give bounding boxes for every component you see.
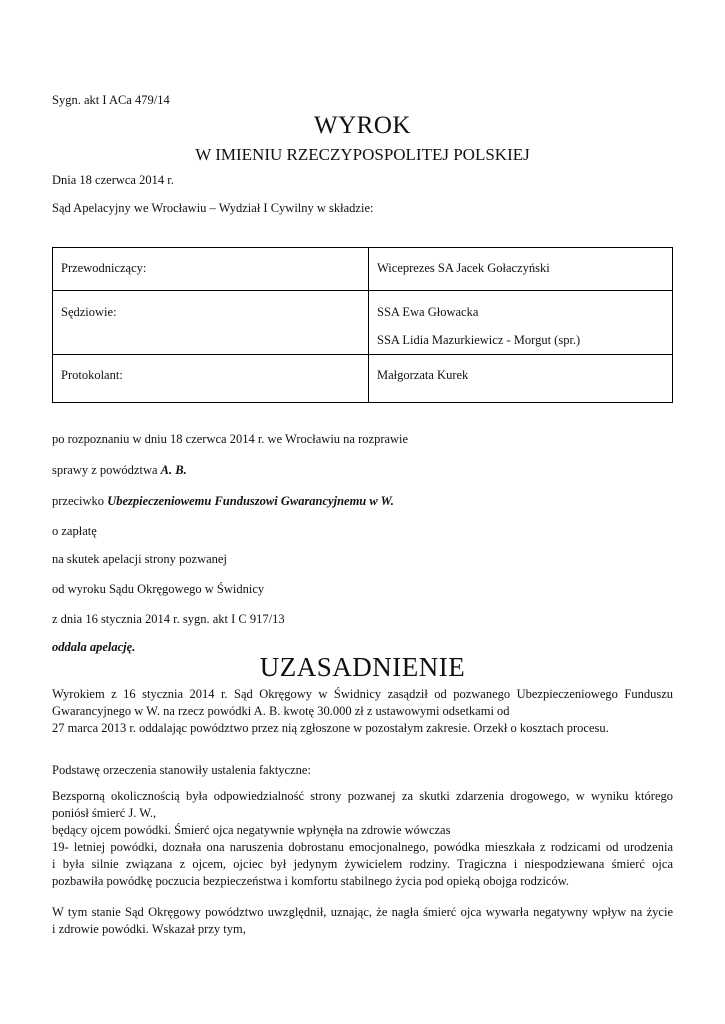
claim-subject: o zapłatę — [52, 524, 97, 538]
clerk-label: Protokolant: — [61, 368, 123, 382]
justification-paragraph-2 — [52, 762, 673, 779]
court-composition-table — [52, 247, 673, 403]
defendant-line — [52, 494, 394, 509]
paragraph-line: Podstawę orzeczenia stanowiły ustalenia faktyczne: — [52, 763, 311, 777]
paragraph-line: 19- letniej powódki, doznała ona naruszenia dobrostanu emocjonalnego, powódka mieszkała z rodzicami od urodzenia — [52, 840, 673, 854]
lower-judgment-line: z dnia 16 stycznia 2014 r. sygn. akt I C 917/13 — [52, 612, 285, 626]
justification-paragraph-1 — [52, 686, 673, 737]
table-row — [53, 355, 673, 403]
presiding-label: Przewodniczący: — [61, 261, 147, 275]
justification-paragraph-3 — [52, 788, 673, 890]
presiding-value-cell — [369, 248, 673, 291]
paragraph-line: Wyrokiem z 16 stycznia 2014 r. Sąd Okręgowy w Świdnicy zasądził od pozwanego Ubezpieczeniowego Funduszu — [52, 687, 673, 701]
ruling: oddala apelację. — [52, 640, 136, 654]
court-name: Sąd Apelacyjny we Wrocławiu – Wydział I Cywilny w składzie: — [52, 201, 374, 215]
justification-title: UZASADNIENIE — [259, 652, 466, 682]
table-row — [53, 248, 673, 291]
judge-2: SSA Lidia Mazurkiewicz - Morgut (spr.) — [377, 333, 581, 347]
clerk-name: Małgorzata Kurek — [377, 368, 469, 382]
paragraph-line: pozbawiła powódkę poczucia bezpieczeństwa i komfortu stabilnego życia pod opieką obojga rodziców. — [52, 874, 570, 888]
presiding-label-cell — [53, 248, 369, 291]
clerk-value-cell — [369, 355, 673, 403]
paragraph-line: Gwarancyjnego w W. na rzecz powódki A. B. kwotę 30.000 zł z ustawowymi odsetkami od — [52, 704, 510, 718]
appeal-line: na skutek apelacji strony pozwanej — [52, 552, 227, 566]
paragraph-line: 27 marca 2013 r. oddalając powództwo przez nią zgłoszone w pozostałym zakresie. Orzekł o kosztach procesu. — [52, 721, 609, 735]
plaintiff-prefix: sprawy z powództwa — [52, 463, 161, 477]
clerk-label-cell — [53, 355, 369, 403]
plaintiff-name: A. B. — [160, 463, 187, 477]
judges-label-cell — [53, 291, 369, 355]
table-row — [53, 291, 673, 355]
paragraph-line: Bezsporną okolicznością była odpowiedzialność strony pozwanej za skutki zdarzenia drogowego, w wyniku którego — [52, 789, 673, 803]
judgment-title: WYROK — [314, 112, 411, 139]
paragraph-line: W tym stanie Sąd Okręgowy powództwo uwzględnił, uznając, że nagła śmierć ojca wywarła negatywny wpływ na życie — [52, 905, 673, 919]
defendant-prefix: przeciwko — [52, 494, 108, 508]
paragraph-line: poniósł śmierć J. W., — [52, 806, 157, 820]
defendant-name: Ubezpieczeniowemu Funduszowi Gwarancyjnemu w W. — [107, 494, 394, 508]
judges-label: Sędziowie: — [61, 305, 117, 319]
judge-1: SSA Ewa Głowacka — [377, 305, 479, 319]
case-signature: Sygn. akt I ACa 479/14 — [52, 93, 170, 107]
proceedings-line: po rozpoznaniu w dniu 18 czerwca 2014 r. we Wrocławiu na rozprawie — [52, 432, 409, 446]
paragraph-line: i była silnie związana z ojcem, ojciec był jedynym żywicielem rodziny. Tragiczna i niespodziewana śmierć ojca — [52, 857, 673, 871]
paragraph-line: i zdrowie powódki. Wskazał przy tym, — [52, 922, 246, 936]
presiding-judge: Wiceprezes SA Jacek Gołaczyński — [377, 261, 550, 275]
plaintiff-line — [52, 463, 187, 478]
paragraph-line: będący ojcem powódki. Śmierć ojca negatywnie wpłynęła na zdrowie wówczas — [52, 823, 451, 837]
judgment-date: Dnia 18 czerwca 2014 r. — [52, 173, 174, 187]
lower-court-line: od wyroku Sądu Okręgowego w Świdnicy — [52, 582, 265, 596]
justification-paragraph-4 — [52, 904, 673, 938]
judgment-subtitle: W IMIENIU RZECZYPOSPOLITEJ POLSKIEJ — [195, 145, 530, 164]
judges-value-cell — [369, 291, 673, 355]
